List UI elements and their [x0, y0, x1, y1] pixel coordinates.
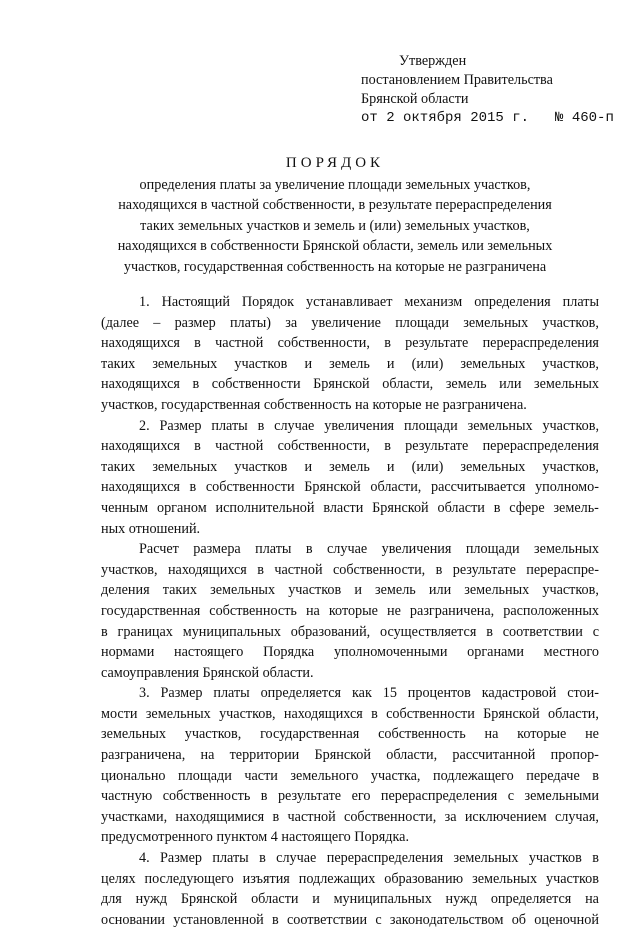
text-line — [101, 292, 599, 313]
word: рассчитанной — [452, 747, 536, 764]
word: в — [257, 561, 264, 578]
word: земель — [375, 582, 416, 599]
word: в — [592, 850, 599, 867]
text-line — [101, 477, 599, 498]
word: в — [259, 850, 266, 867]
word: определяется — [490, 891, 572, 908]
word: участков, — [542, 417, 599, 434]
word: частную — [101, 788, 153, 805]
word: оценочной — [534, 911, 599, 928]
word: случая, — [554, 808, 599, 825]
word: Брянской — [314, 747, 371, 764]
word: и — [386, 458, 395, 475]
approval-stamp — [361, 52, 621, 128]
word: 2. — [139, 417, 150, 434]
word: земельными — [524, 788, 599, 805]
word: Брянской — [372, 499, 429, 516]
word: увеличения — [381, 541, 452, 558]
word: платы) — [229, 314, 272, 331]
word: участков, — [219, 705, 276, 722]
text-line — [101, 745, 599, 766]
title-line: таких земельных участков и земель и (или) земельных участков, — [140, 217, 530, 234]
word: муниципальных — [182, 623, 281, 640]
word: собственности, — [344, 808, 437, 825]
word: подлежащего — [432, 767, 514, 784]
word: результате — [277, 788, 342, 805]
text-line: ных отношений. — [101, 520, 201, 537]
word: собственности — [211, 376, 301, 393]
word: Расчет — [139, 541, 179, 558]
word: уполномо- — [535, 479, 599, 496]
word: участка, — [370, 767, 421, 784]
word: результате — [405, 335, 469, 352]
word: земельных — [464, 582, 530, 599]
word: на — [305, 602, 320, 619]
approval-line-1: Утвержден — [399, 53, 467, 69]
word: находящихся — [101, 438, 180, 455]
word: или — [428, 582, 452, 599]
word: соответствии — [286, 911, 368, 928]
word: земельного — [290, 767, 359, 784]
word: размера — [193, 541, 241, 558]
word: рассчитывается — [430, 479, 526, 496]
word: Порядок — [241, 294, 295, 310]
word: механизм — [404, 294, 463, 310]
word: Порядка — [263, 644, 315, 661]
word: целях — [101, 870, 136, 887]
text-line — [101, 869, 599, 890]
word: земельных — [472, 870, 538, 887]
word: пропор- — [550, 747, 599, 764]
text-line — [101, 436, 599, 457]
text-line — [101, 889, 599, 910]
word: земель — [329, 458, 370, 475]
word: платы — [212, 850, 249, 867]
word: участков, — [184, 726, 242, 743]
word: на — [585, 891, 599, 908]
word: перераспределения — [380, 788, 498, 805]
word: основании — [101, 911, 166, 928]
word: передаче — [526, 767, 580, 784]
word: за — [285, 314, 298, 331]
word: законодательством — [389, 911, 504, 928]
word: муниципальных — [333, 891, 432, 908]
text-line — [101, 498, 599, 519]
text-line — [101, 457, 599, 478]
word: разграничена, — [409, 602, 495, 619]
word: земельных — [152, 458, 218, 475]
word: собственности, — [277, 438, 370, 455]
word: собственность — [378, 726, 466, 743]
word: находящимися — [175, 808, 265, 825]
word: в — [493, 499, 501, 516]
word: области, — [547, 705, 599, 722]
approval-date: от 2 октября 2015 г. — [361, 110, 530, 126]
word: с — [507, 788, 515, 805]
word: исключением — [464, 808, 547, 825]
word: находящихся — [101, 335, 180, 352]
text-line — [101, 683, 599, 704]
word: частной — [215, 438, 264, 455]
word: нужд — [135, 891, 168, 908]
word: участков — [528, 850, 582, 867]
word: в — [260, 788, 268, 805]
text-line: участков, государственная собственность на которые не разграничена. — [101, 396, 527, 413]
word: случае — [274, 417, 315, 434]
text-line — [101, 766, 599, 787]
word: участков — [234, 355, 288, 372]
word: которые — [328, 602, 378, 619]
word: ченным — [101, 499, 149, 516]
word: процентов — [407, 685, 471, 702]
word: органом — [156, 499, 207, 516]
text-line — [101, 910, 599, 930]
word: изъятия — [242, 870, 290, 887]
word: земельных — [453, 850, 519, 867]
word: на — [484, 726, 499, 743]
word: деления — [101, 582, 150, 599]
word: находящихся — [101, 479, 180, 496]
word: 1. — [139, 294, 150, 310]
approval-date-row — [361, 109, 621, 128]
word: случае — [326, 541, 368, 558]
word: осуществляется — [380, 623, 477, 640]
word: собственность — [162, 788, 251, 805]
word: земельных — [460, 355, 526, 372]
word: земель- — [553, 499, 599, 516]
title-line: определения платы за увеличение площади земельных участков, — [139, 176, 531, 193]
word: об — [511, 911, 526, 928]
word: области, — [382, 376, 434, 393]
word: (или) — [411, 355, 444, 372]
word: – — [153, 314, 161, 331]
text-line — [101, 704, 599, 725]
word: образованию — [384, 870, 464, 887]
word: земельных — [463, 314, 529, 331]
word: исполнительной — [215, 499, 315, 516]
word: государственная — [101, 602, 201, 619]
word: государственная — [260, 726, 360, 743]
word: ционально — [101, 767, 166, 784]
word: находящихся — [167, 561, 247, 578]
text-line — [101, 313, 599, 334]
word: расположенных — [503, 602, 599, 619]
word: перераспре- — [526, 561, 599, 578]
approval-line-2: постановлением Правительства — [361, 72, 553, 88]
word: случае — [276, 850, 317, 867]
word: в — [101, 623, 108, 640]
word: установленной — [173, 911, 264, 928]
word: Брянской — [304, 479, 361, 496]
word: в — [371, 705, 378, 722]
text-line — [101, 622, 599, 643]
text-line: самоуправления Брянской области. — [101, 664, 314, 681]
word: и — [312, 891, 320, 908]
text-line — [101, 642, 599, 663]
word: власти — [323, 499, 364, 516]
word: в — [194, 438, 201, 455]
word: земель — [329, 355, 370, 372]
text-line — [101, 848, 599, 869]
word: земель — [445, 376, 487, 393]
word: платы — [211, 417, 248, 434]
title-line: участков, государственная собственность на которые не разграничена — [123, 258, 547, 275]
word: площади — [178, 767, 232, 784]
text-line — [101, 416, 599, 437]
word: нормами — [101, 644, 155, 661]
word: перераспределения — [326, 850, 444, 867]
word: кадастровой — [481, 685, 557, 702]
word: результате — [405, 438, 469, 455]
word: перераспределения — [482, 335, 599, 352]
word: с — [592, 623, 599, 640]
word: подлежащих — [298, 870, 376, 887]
paragraph-4 — [101, 683, 599, 848]
word: в — [272, 808, 280, 825]
word: площади — [403, 417, 458, 434]
text-line — [101, 786, 599, 807]
word: соответствии — [502, 623, 583, 640]
approval-line-3: Брянской области — [361, 91, 469, 107]
word: в — [192, 376, 200, 393]
word: не — [585, 726, 599, 743]
word: собственности, — [277, 335, 370, 352]
word: в — [257, 417, 265, 434]
word: результате — [452, 561, 516, 578]
word: области — [437, 499, 485, 516]
word: таких — [101, 458, 136, 475]
paragraph-2 — [101, 416, 599, 540]
word: разграничена, — [101, 747, 186, 764]
word: определения — [474, 294, 551, 310]
word: 4. — [139, 850, 150, 867]
word: земельных — [460, 458, 526, 475]
word: в — [384, 335, 391, 352]
paragraph-5 — [101, 848, 599, 930]
word: Размер — [160, 685, 203, 702]
word: за — [444, 808, 457, 825]
word: Размер — [160, 850, 202, 867]
word: с — [375, 911, 382, 928]
word: земельных — [467, 417, 533, 434]
word: участков, — [542, 458, 599, 475]
title-line: находящихся в частной собственности, в результате перераспределения — [118, 197, 552, 214]
text-line — [101, 374, 599, 395]
word: земельных — [101, 726, 166, 743]
word: нужд — [445, 891, 478, 908]
text-line — [101, 333, 599, 354]
word: участков — [234, 458, 288, 475]
paragraph-3 — [101, 539, 599, 683]
word: находящихся — [283, 705, 363, 722]
word: частной — [274, 561, 323, 578]
document-body — [101, 292, 599, 930]
word: сфере — [509, 499, 545, 516]
word: земельных — [145, 705, 211, 722]
word: уполномоченными — [333, 644, 448, 661]
word: определяется — [260, 685, 342, 702]
word: участков, — [542, 355, 599, 372]
word: земельных — [534, 541, 599, 558]
word: частной — [287, 808, 336, 825]
word: области, — [370, 479, 422, 496]
word: увеличения — [324, 417, 395, 434]
word: таких — [162, 582, 197, 599]
word: 15 — [382, 685, 397, 702]
word: участков — [545, 870, 599, 887]
word: области, — [386, 747, 438, 764]
word: Брянской — [180, 891, 238, 908]
word: платы — [562, 294, 599, 310]
word: в — [272, 911, 279, 928]
word: Брянской — [313, 376, 370, 393]
text-line — [101, 601, 599, 622]
word: участков, — [542, 314, 599, 331]
word: участков — [288, 582, 342, 599]
word: стои- — [567, 685, 599, 702]
word: и — [386, 355, 395, 372]
title-line: находящихся в собственности Брянской области, земель или земельных — [117, 238, 553, 255]
word: в — [189, 479, 197, 496]
word: платы — [255, 541, 292, 558]
word: в — [486, 623, 493, 640]
word: последующего — [144, 870, 234, 887]
word: на — [200, 747, 215, 764]
word: участков, — [542, 582, 599, 599]
word: площади — [465, 541, 520, 558]
word: собственности, — [332, 561, 426, 578]
word: его — [351, 788, 371, 805]
word: участками, — [101, 808, 168, 825]
word: Размер — [159, 417, 202, 434]
word: земельных — [210, 582, 276, 599]
word: как — [351, 685, 372, 702]
text-line — [101, 724, 599, 745]
word: платы — [213, 685, 250, 702]
word: территории — [229, 747, 300, 764]
text-line — [101, 560, 599, 581]
paragraph-1 — [101, 292, 599, 416]
text-line: предусмотренного пунктом 4 настоящего Порядка. — [101, 829, 410, 846]
word: находящихся — [101, 376, 180, 393]
document-title — [100, 153, 570, 278]
word: местного — [543, 644, 599, 661]
word: частной — [215, 335, 264, 352]
word: границах — [117, 623, 173, 640]
word: и — [354, 582, 362, 599]
title-heading: ПОРЯДОК — [285, 155, 385, 171]
word: в — [435, 561, 443, 578]
word: устанавливает — [305, 294, 393, 310]
word: таких — [101, 355, 136, 372]
word: в — [194, 335, 201, 352]
word: в — [305, 541, 313, 558]
word: (или) — [411, 458, 444, 475]
word: и — [304, 458, 313, 475]
text-line — [101, 580, 599, 601]
word: собственности — [205, 479, 295, 496]
text-line — [101, 354, 599, 375]
text-line — [101, 807, 599, 828]
word: в — [592, 767, 599, 784]
word: (далее — [101, 314, 140, 331]
word: для — [101, 891, 122, 908]
word: увеличение — [311, 314, 381, 331]
word: мости — [101, 705, 138, 722]
word: настоящего — [174, 644, 244, 661]
word: или — [499, 376, 522, 393]
word: 3. — [139, 685, 150, 702]
word: земельных — [152, 355, 218, 372]
word: Брянской — [483, 705, 540, 722]
word: в — [384, 438, 391, 455]
word: которые — [517, 726, 567, 743]
word: части — [244, 767, 278, 784]
word: размер — [174, 314, 216, 331]
word: собственности — [386, 705, 475, 722]
word: перераспределения — [482, 438, 599, 455]
approval-number: № 460-п — [555, 110, 614, 126]
word: и — [304, 355, 313, 372]
word: участков, — [101, 561, 158, 578]
text-line — [101, 539, 599, 560]
word: земельных — [534, 376, 599, 393]
word: площади — [395, 314, 449, 331]
word: собственность — [209, 602, 297, 619]
word: области — [251, 891, 299, 908]
word: образований, — [290, 623, 371, 640]
word: органами — [467, 644, 524, 661]
word: Настоящий — [161, 294, 230, 310]
word: не — [387, 602, 401, 619]
